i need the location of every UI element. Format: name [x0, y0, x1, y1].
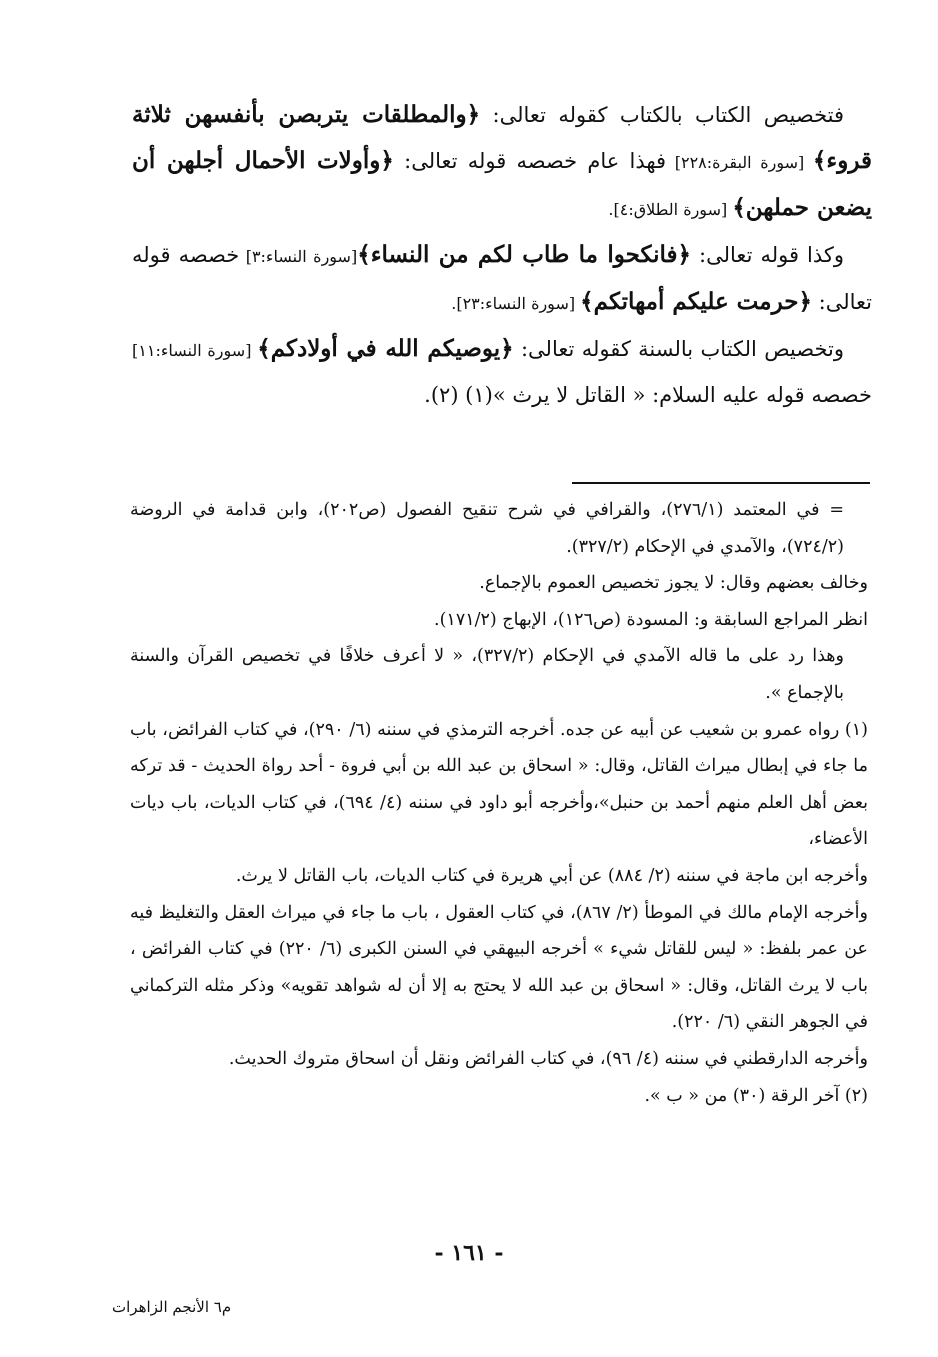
footnote-2: (٢) آخر الرقة (٣٠) من « ب ».: [644, 1085, 868, 1106]
page-number: - ١٦١ -: [434, 1240, 504, 1266]
footnote-line: انظر المراجع السابقة و: المسودة (ص١٢٦)، الإبهاج (١٧١/٢).: [434, 609, 868, 630]
surah-reference: [سورة النساء:١١]: [132, 341, 258, 360]
text: فهذا عام خصصه قوله تعالى:: [393, 149, 667, 173]
footnote-1-line: وأخرجه الإمام مالك في الموطأ (٢/ ٨٦٧)، في كتاب العقول ، باب ما جاء في ميراث العقل والتغليظ فيه عن عمر بلفظ: « ليس للقاتل شيء » أخرجه البيهقي في السنن الكبرى (٦/ ٢٢٠) في كتاب الفرائض ، باب لا يرث القاتل، وقال: « اسحاق بن عبد الله لا يحتج به إلا أن له شواهد تقويه» وذكر مثله التركماني في الجوهر النقي (٦/ ٢٢٠).: [130, 902, 868, 1033]
footnotes: [130, 492, 868, 1114]
paragraph-1: [132, 92, 872, 232]
main-text: [132, 92, 872, 418]
quran-verse: ﴿فانكحوا ما طاب لكم من النساء﴾: [357, 241, 692, 268]
text: وتخصيص الكتاب بالسنة كقوله تعالى:: [513, 337, 845, 361]
surah-reference: [سورة الطلاق:٤].: [608, 200, 733, 219]
footnote-line: وخالف بعضهم وقال: لا يجوز تخصيص العموم بالإجماع.: [479, 573, 868, 594]
footnote-1: (١) رواه عمرو بن شعيب عن أبيه عن جده. أخرجه الترمذي في سننه (٦/ ٢٩٠)، في كتاب الفرائض، باب ما جاء في إبطال ميراث القاتل، وقال: « اسحاق بن عبد الله بن أبي فروة - أحد رواة الحديث - قد تركه بعض أهل العلم منهم أحمد بن حنبل»،وأخرجه أبو داود في سننه (٤/ ٦٩٤)، في كتاب الديات، باب ديات الأعضاء،: [130, 719, 869, 850]
paragraph-2: [132, 232, 872, 326]
quran-verse: ﴿والمطلقات يتربصن بأنفسهن ثلاثة قروء﴾: [132, 101, 873, 174]
text: خصصه قوله عليه السلام: « القاتل لا يرث »(١) (٢).: [424, 383, 872, 407]
surah-reference: [سورة النساء:٢٣].: [451, 294, 581, 313]
text: خصصه قوله تعالى:: [132, 243, 872, 314]
footnote-continuation: = في المعتمد (٢٧٦/١)، والقرافي في شرح تنقيح الفصول (ص٢٠٢)، وابن قدامة في الروضة (٧٢٤/٢)، والآمدي في الإحكام (٣٢٧/٢).: [130, 500, 844, 557]
footnote-1-line: وأخرجه ابن ماجة في سننه (٢/ ٨٨٤) عن أبي هريرة في كتاب الديات، باب القاتل لا يرث.: [235, 865, 868, 886]
surah-reference: [سورة البقرة:٢٢٨]: [666, 153, 813, 172]
paragraph-3: [132, 326, 872, 418]
footnote-separator: [572, 482, 870, 484]
footnote-line: وهذا رد على ما قاله الآمدي في الإحكام (٣٢٧/٢)، « لا أعرف خلافًا في تخصيص القرآن والسنة بالإجماع ».: [130, 646, 844, 703]
text: فتخصيص الكتاب بالكتاب كقوله تعالى:: [480, 103, 844, 127]
quran-verse: ﴿وأولات الأحمال أجلهن أن يضعن حملهن﴾: [132, 147, 872, 221]
quran-verse: ﴿يوصيكم الله في أولادكم﴾: [257, 335, 514, 362]
printer-signature: م٦ الأنجم الزاهرات: [112, 1298, 232, 1316]
quran-verse: ﴿حرمت عليكم أمهاتكم﴾: [580, 288, 812, 315]
surah-reference: [سورة النساء:٣]: [239, 247, 358, 266]
footnote-1-line: وأخرجه الدارقطني في سننه (٤/ ٩٦)، في كتاب الفرائض ونقل أن اسحاق متروك الحديث.: [228, 1048, 868, 1069]
text: وكذا قوله تعالى:: [691, 243, 845, 267]
